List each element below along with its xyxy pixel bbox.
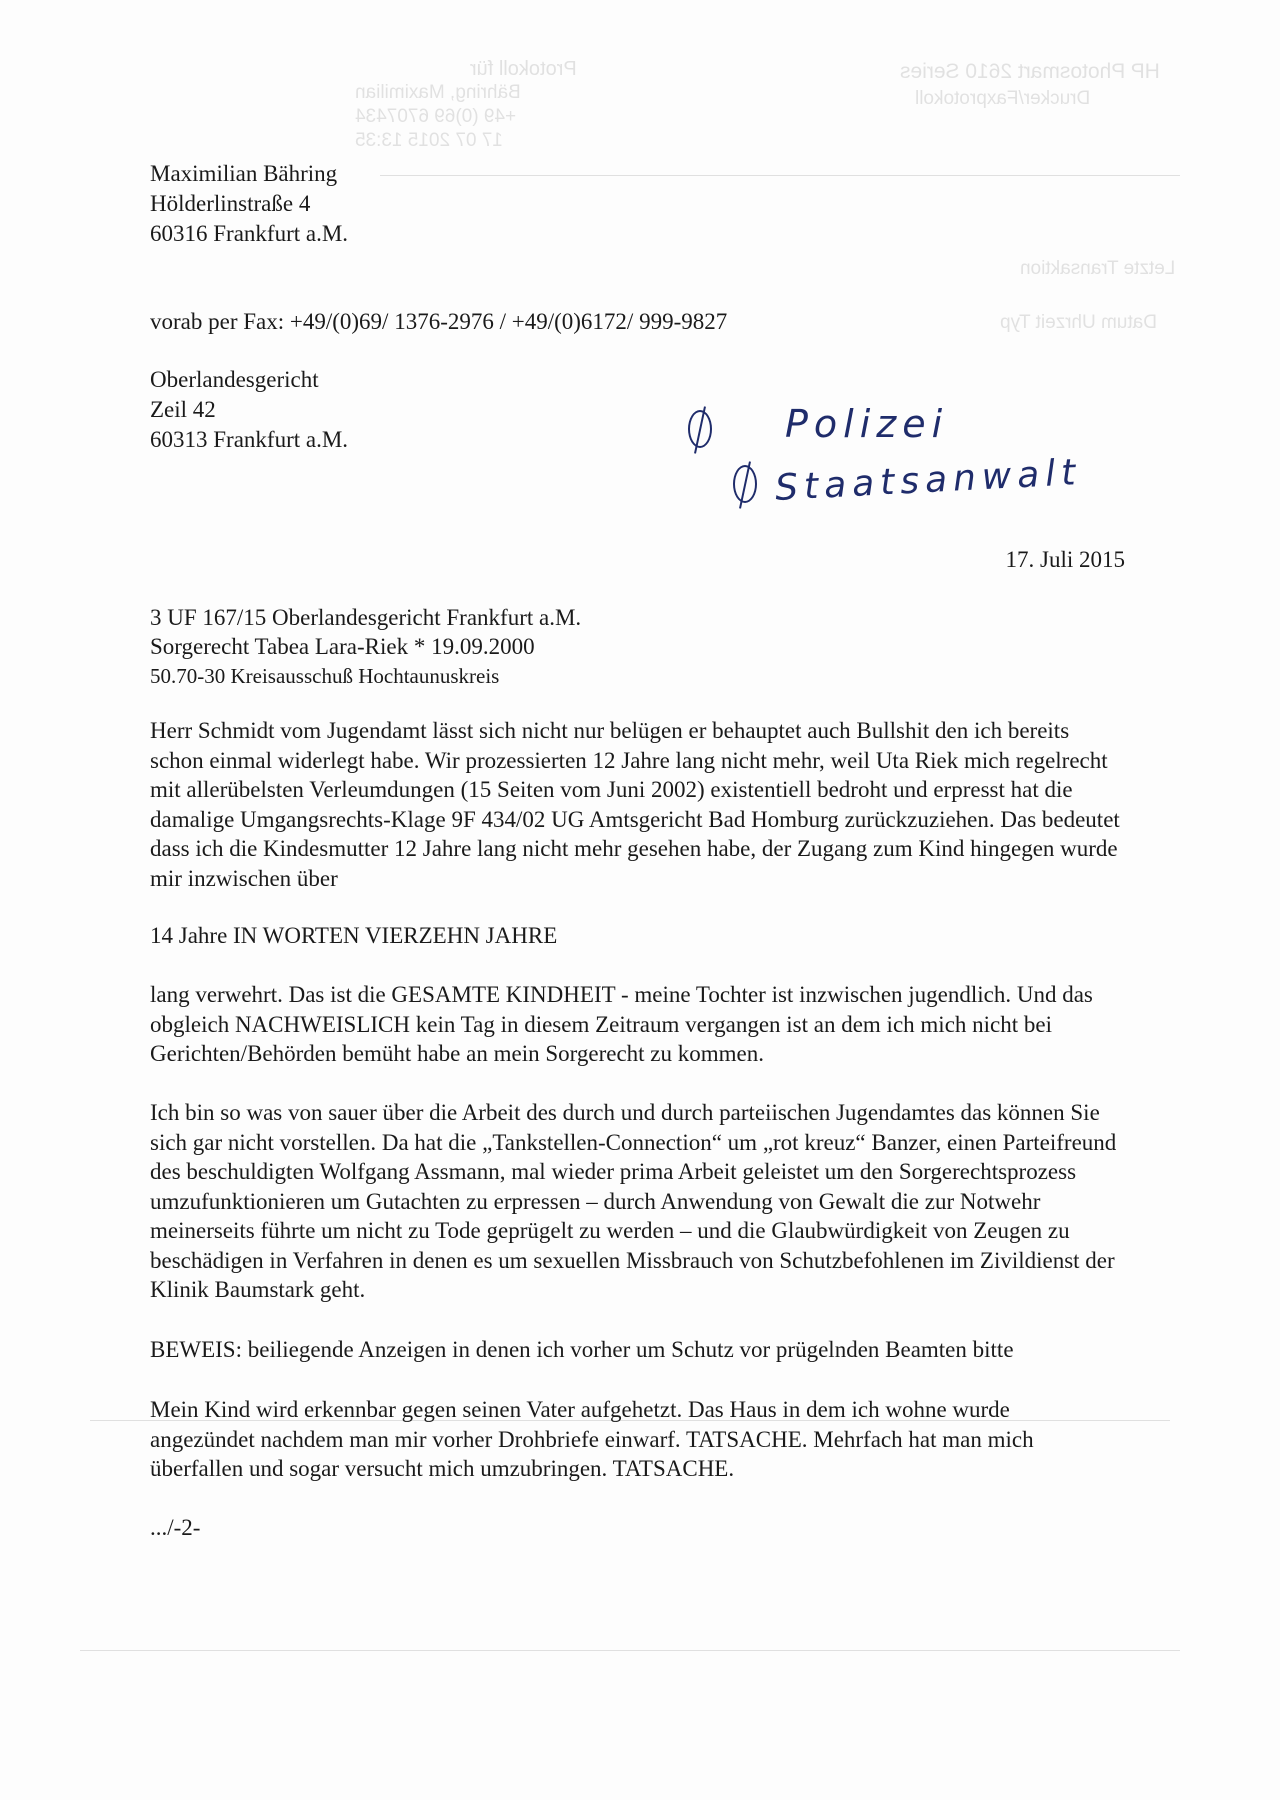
handwritten-note-polizei: Polizei [785,402,949,446]
sender-city: 60316 Frankfurt a.M. [150,221,349,246]
show-through-rule [80,1650,1180,1651]
show-through-columns: Datum Uhrzeit Typ [1000,312,1157,333]
handwritten-crossed-circle-icon [733,465,757,503]
letter-date: 17. Juli 2015 [1005,547,1125,572]
fax-line: vorab per Fax: +49/(0)69/ 1376-2976 / +49/(0)6172/ 999-9827 [150,309,728,334]
body-paragraph [150,1098,1120,1305]
sender-street: Hölderlinstraße 4 [150,191,311,216]
body-paragraph [150,1395,1120,1484]
reference-custody-subject: Sorgerecht Tabea Lara-Riek * 19.09.2000 [150,634,535,659]
body-paragraph [150,716,1120,893]
show-through-protocol-title: Protokoll für [470,58,577,80]
handwritten-crossed-circle-icon [688,410,712,448]
paragraph-text: lang verwehrt. Das ist die GESAMTE KINDHEIT - meine Tochter ist inzwischen jugendlich. Und das obgleich NACHWEISLICH kein Tag in diesem Zeitraum vergangen ist an dem ich mich nicht bei Gerichten/Behörden bemüht habe an mein Sorgerecht zu kommen. [150,982,1093,1066]
recipient-city: 60313 Frankfurt a.M. [150,427,349,452]
recipient-name: Oberlandesgericht [150,367,319,392]
reference-file-number: 50.70-30 Kreisausschuß Hochtaunuskreis [150,664,500,688]
show-through-header-sub: Drucker/Faxprotokoll [915,88,1091,109]
beweis-line: BEWEIS: beiliegende Anzeigen in denen ich vorher um Schutz vor prügelnden Beamten bitte [150,1337,1014,1362]
show-through-last-transaction: Letzte Transaktion [1020,258,1176,279]
show-through-protocol-date: 17 07 2015 13:35 [355,130,503,151]
handwritten-note-staatsanwalt: Staatsanwalt [774,452,1083,509]
body-paragraph [150,980,1120,1069]
recipient-street: Zeil 42 [150,397,216,422]
paragraph-text: Herr Schmidt vom Jugendamt lässt sich nicht nur belügen er behauptet auch Bullshit den ich bereits schon einmal widerlegt habe. Wir prozessierten 12 Jahre lang nicht mehr, weil Uta Riek mich regelrecht mit allerübelsten Verleumdungen (15 Seiten vom Juni 2002) existentiell bedroht und erpresst hat die damalige Umgangsrechts-Klage 9F 434/02 UG Amtsgericht Bad Homburg zurückzuziehen. Das bedeutet dass ich die Kindesmutter 12 Jahre lang nicht mehr gesehen habe, der Zugang zum Kind hingegen wurde mir inzwischen über [150,718,1120,891]
paragraph-text: Mein Kind wird erkennbar gegen seinen Vater aufgehetzt. Das Haus in dem ich wohne wurde angezündet nachdem man mir vorher Drohbriefe einwarf. TATSACHE. Mehrfach hat man mich überfallen und sogar versucht mich umzubringen. TATSACHE. [150,1397,1034,1481]
show-through-header: HP Photosmart 2610 Series [900,60,1160,83]
show-through-rule [380,175,1180,176]
show-through-protocol-phone: +49 (0)69 6707434 [355,106,517,127]
reference-case-number: 3 UF 167/15 Oberlandesgericht Frankfurt a.M. [150,605,582,630]
sender-name: Maximilian Bähring [150,161,338,186]
paragraph-text: Ich bin so was von sauer über die Arbeit des durch und durch parteiischen Jugendamtes das können Sie sich gar nicht vorstellen. Da hat die „Tankstellen-Connection“ um „rot kreuz“ Banzer, einen Parteifreund des beschuldigten Wolfgang Assmann, mal wieder prima Arbeit geleistet um den Sorgerechtsprozess umzufunktionieren um Gutachten zu erpressen – durch Anwendung von Gewalt die zur Notwehr meinerseits führte um nicht zu Tode geprügelt zu werden – und die Glaubwürdigkeit von Zeugen zu beschädigen in Verfahren in denen es um sexuellen Missbrauch von Schutzbefohlenen im Zivildienst der Klinik Baumstark geht. [150,1100,1117,1302]
emphasis-line: 14 Jahre IN WORTEN VIERZEHN JAHRE [150,923,558,948]
show-through-protocol-name: Bähring, Maximilian [355,82,521,103]
page-continuation-marker: .../-2- [150,1515,201,1540]
